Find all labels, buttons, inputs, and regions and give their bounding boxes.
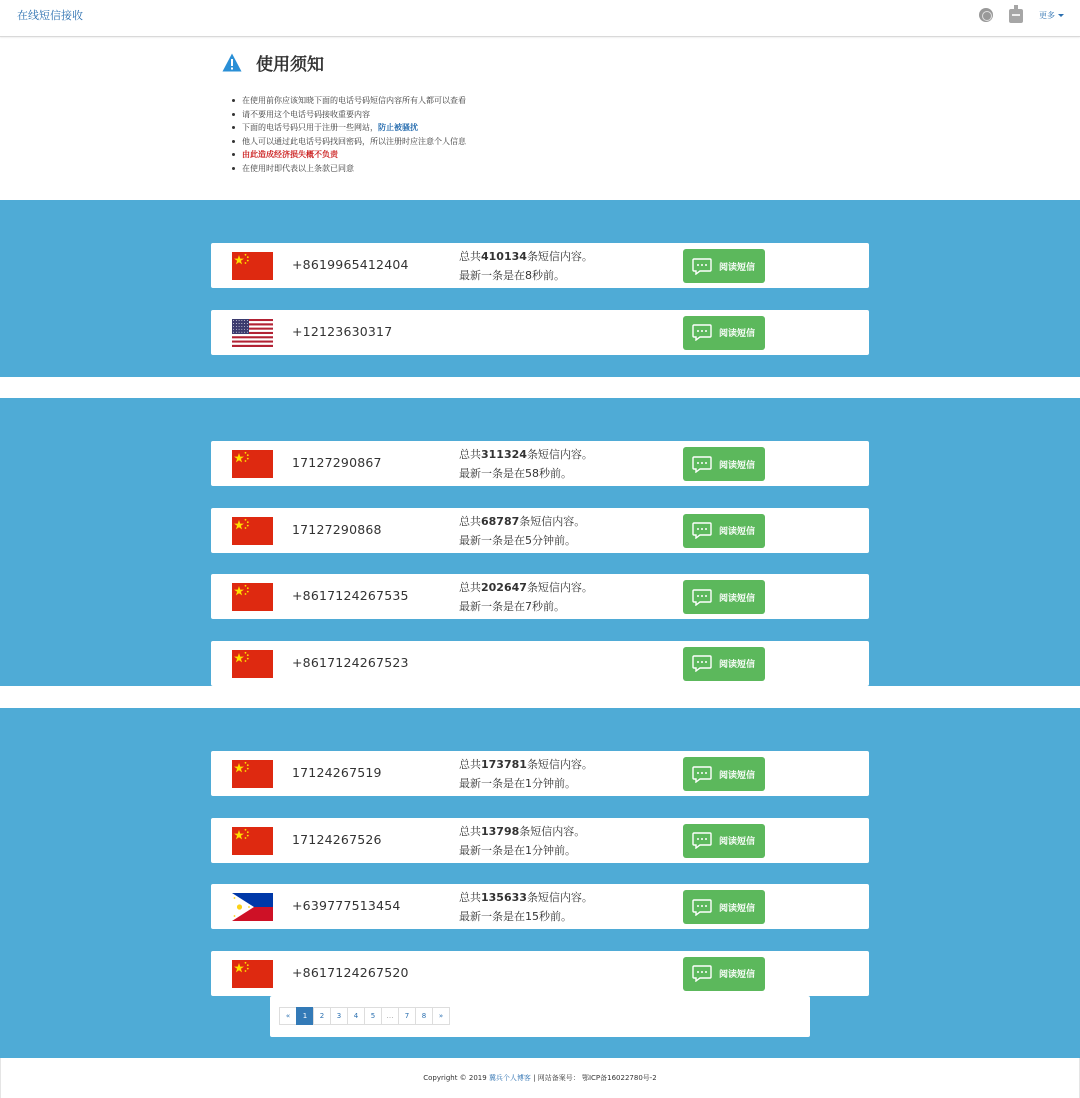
chat-bubble-icon <box>692 965 712 982</box>
read-sms-label: 阅读短信 <box>719 970 756 980</box>
pagination-page-2[interactable]: 2 <box>313 1007 331 1025</box>
read-sms-button[interactable] <box>683 447 765 481</box>
message-count-line: 总共13798条短信内容。 <box>459 824 586 838</box>
ph-flag-icon <box>232 893 273 921</box>
phone-number: +8619965412404 <box>292 257 409 272</box>
phone-number-row <box>211 508 869 553</box>
chat-bubble-icon <box>692 766 712 783</box>
read-sms-button[interactable] <box>683 249 765 283</box>
notice-item: 他人可以通过此电话号码找回密码，所以注册时应注意个人信息 <box>222 135 822 149</box>
message-stats <box>459 247 593 285</box>
number-panel <box>0 200 1080 377</box>
more-label: 更多 <box>1039 10 1055 20</box>
warning-icon <box>222 53 242 72</box>
cn-flag-icon <box>232 450 273 478</box>
read-sms-label: 阅读短信 <box>719 593 756 604</box>
footer-blog-link[interactable]: 冀兵个人博客 <box>488 1074 531 1082</box>
phone-number: 17124267526 <box>292 831 382 847</box>
notice-item-warning: 由此造成经济损失概不负责 <box>222 148 822 162</box>
phone-number-row <box>211 884 869 929</box>
read-sms-label: 阅读短信 <box>719 329 756 339</box>
cn-flag-icon <box>232 517 273 545</box>
pagination-page-3[interactable]: 3 <box>330 1007 348 1025</box>
cn-flag-icon <box>232 650 273 678</box>
chat-bubble-icon <box>692 899 712 916</box>
site-brand-link[interactable]: 在线短信接收 <box>17 9 83 22</box>
number-panel <box>0 398 1080 686</box>
message-count-line: 总共173781条短信内容。 <box>459 758 593 771</box>
chat-bubble-icon <box>692 589 712 606</box>
caret-down-icon <box>1058 14 1064 17</box>
read-sms-label: 阅读短信 <box>719 660 756 670</box>
latest-message-line: 最新一条是在5分钟前。 <box>459 533 576 547</box>
language-icon[interactable] <box>979 8 993 22</box>
phone-number: +639777513454 <box>292 898 401 913</box>
pagination-page-7[interactable]: 7 <box>398 1007 416 1025</box>
read-sms-label: 阅读短信 <box>719 903 756 914</box>
usage-notice <box>222 52 822 175</box>
message-count: 173781 <box>481 758 527 771</box>
pagination-prev[interactable]: « <box>279 1007 297 1025</box>
pagination-page-4[interactable]: 4 <box>347 1007 365 1025</box>
footer-icp: | 网站备案号： 鄂ICP备16022780号-2 <box>530 1074 657 1082</box>
phone-number: +8617124267520 <box>292 964 409 980</box>
pagination-page-5[interactable]: 5 <box>364 1007 382 1025</box>
message-count: 13798 <box>481 824 520 838</box>
message-count-line: 总共68787条短信内容。 <box>459 514 586 528</box>
pagination-box <box>270 996 810 1037</box>
latest-message-line: 最新一条是在8秒前。 <box>459 269 565 282</box>
chat-bubble-icon <box>692 655 712 672</box>
phone-number-row <box>211 641 869 686</box>
notice-list <box>222 94 822 175</box>
latest-message-line: 最新一条是在1分钟前。 <box>459 843 576 857</box>
latest-message-line: 最新一条是在15秒前。 <box>459 910 572 923</box>
phone-number: 17127290868 <box>292 521 382 537</box>
notice-item-text: 下面的电话号码只用于注册一些网站， <box>242 123 378 132</box>
cn-flag-icon <box>232 827 273 855</box>
pagination-page-8[interactable]: 8 <box>415 1007 433 1025</box>
us-flag-icon <box>232 319 273 347</box>
message-stats <box>459 445 593 483</box>
latest-message-line: 最新一条是在7秒前。 <box>459 600 565 613</box>
latest-message-line: 最新一条是在1分钟前。 <box>459 777 576 790</box>
message-count: 68787 <box>481 514 520 528</box>
chat-bubble-icon <box>692 258 712 275</box>
phone-number-row <box>211 243 869 288</box>
anti-harassment-link[interactable]: 防止被骚扰 <box>378 123 418 132</box>
read-sms-label: 阅读短信 <box>719 460 756 471</box>
message-count: 311324 <box>481 448 527 461</box>
notice-item: 在使用时即代表以上条款已同意 <box>222 162 822 176</box>
pagination-ellipsis: … <box>381 1007 399 1025</box>
notice-item: 在使用前你应该知晓下面的电话号码短信内容所有人都可以查看 <box>222 94 822 108</box>
phone-number-row <box>211 310 869 355</box>
read-sms-button[interactable] <box>683 957 765 991</box>
cn-flag-icon <box>232 760 273 788</box>
cn-flag-icon <box>232 252 273 280</box>
read-sms-label: 阅读短信 <box>719 770 756 781</box>
phone-number-row <box>211 818 869 863</box>
notice-item <box>222 121 822 135</box>
message-stats <box>459 822 585 860</box>
message-count: 202647 <box>481 581 527 594</box>
read-sms-button[interactable] <box>683 757 765 791</box>
footer <box>0 1058 1080 1098</box>
footer-copyright: Copyright © 2019 <box>423 1074 487 1082</box>
read-sms-label: 阅读短信 <box>719 527 756 537</box>
read-sms-label: 阅读短信 <box>719 837 756 847</box>
cn-flag-icon <box>232 960 273 988</box>
message-count-line: 总共410134条短信内容。 <box>459 250 593 263</box>
message-count-line: 总共135633条短信内容。 <box>459 891 593 904</box>
phone-number: 17124267519 <box>292 765 382 780</box>
chat-bubble-icon <box>692 324 712 341</box>
read-sms-button[interactable] <box>683 316 765 350</box>
phone-number-row <box>211 951 869 996</box>
phone-number: +8617124267523 <box>292 654 409 670</box>
read-sms-label: 阅读短信 <box>719 262 756 273</box>
phone-number: 17127290867 <box>292 455 382 470</box>
read-sms-button[interactable] <box>683 647 765 681</box>
phone-number: +12123630317 <box>292 323 393 339</box>
navbar <box>0 0 1080 37</box>
read-sms-button[interactable] <box>683 514 765 548</box>
message-count: 135633 <box>481 891 527 904</box>
read-sms-button[interactable] <box>683 824 765 858</box>
latest-message-line: 最新一条是在58秒前。 <box>459 467 572 480</box>
message-stats <box>459 755 593 793</box>
pagination-next[interactable]: » <box>432 1007 450 1025</box>
phone-number-row <box>211 751 869 796</box>
message-stats <box>459 578 593 616</box>
message-count-line: 总共311324条短信内容。 <box>459 448 593 461</box>
notice-title: 使用须知 <box>256 54 324 75</box>
pagination-page-1[interactable]: 1 <box>296 1007 314 1025</box>
chat-bubble-icon <box>692 832 712 849</box>
phone-number: +8617124267535 <box>292 588 409 603</box>
phone-number-row <box>211 441 869 486</box>
chat-bubble-icon <box>692 456 712 473</box>
chat-bubble-icon <box>692 522 712 539</box>
message-stats <box>459 512 585 550</box>
cn-flag-icon <box>232 583 273 611</box>
message-count: 410134 <box>481 250 527 263</box>
read-sms-button[interactable] <box>683 890 765 924</box>
robot-icon[interactable] <box>1009 9 1023 23</box>
read-sms-button[interactable] <box>683 580 765 614</box>
message-count-line: 总共202647条短信内容。 <box>459 581 593 594</box>
phone-number-row <box>211 574 869 619</box>
pagination <box>280 1007 450 1025</box>
navbar-right <box>979 7 1064 23</box>
message-stats <box>459 888 593 926</box>
more-dropdown[interactable] <box>1039 10 1064 21</box>
notice-item: 请不要用这个电话号码接收重要内容 <box>222 108 822 122</box>
